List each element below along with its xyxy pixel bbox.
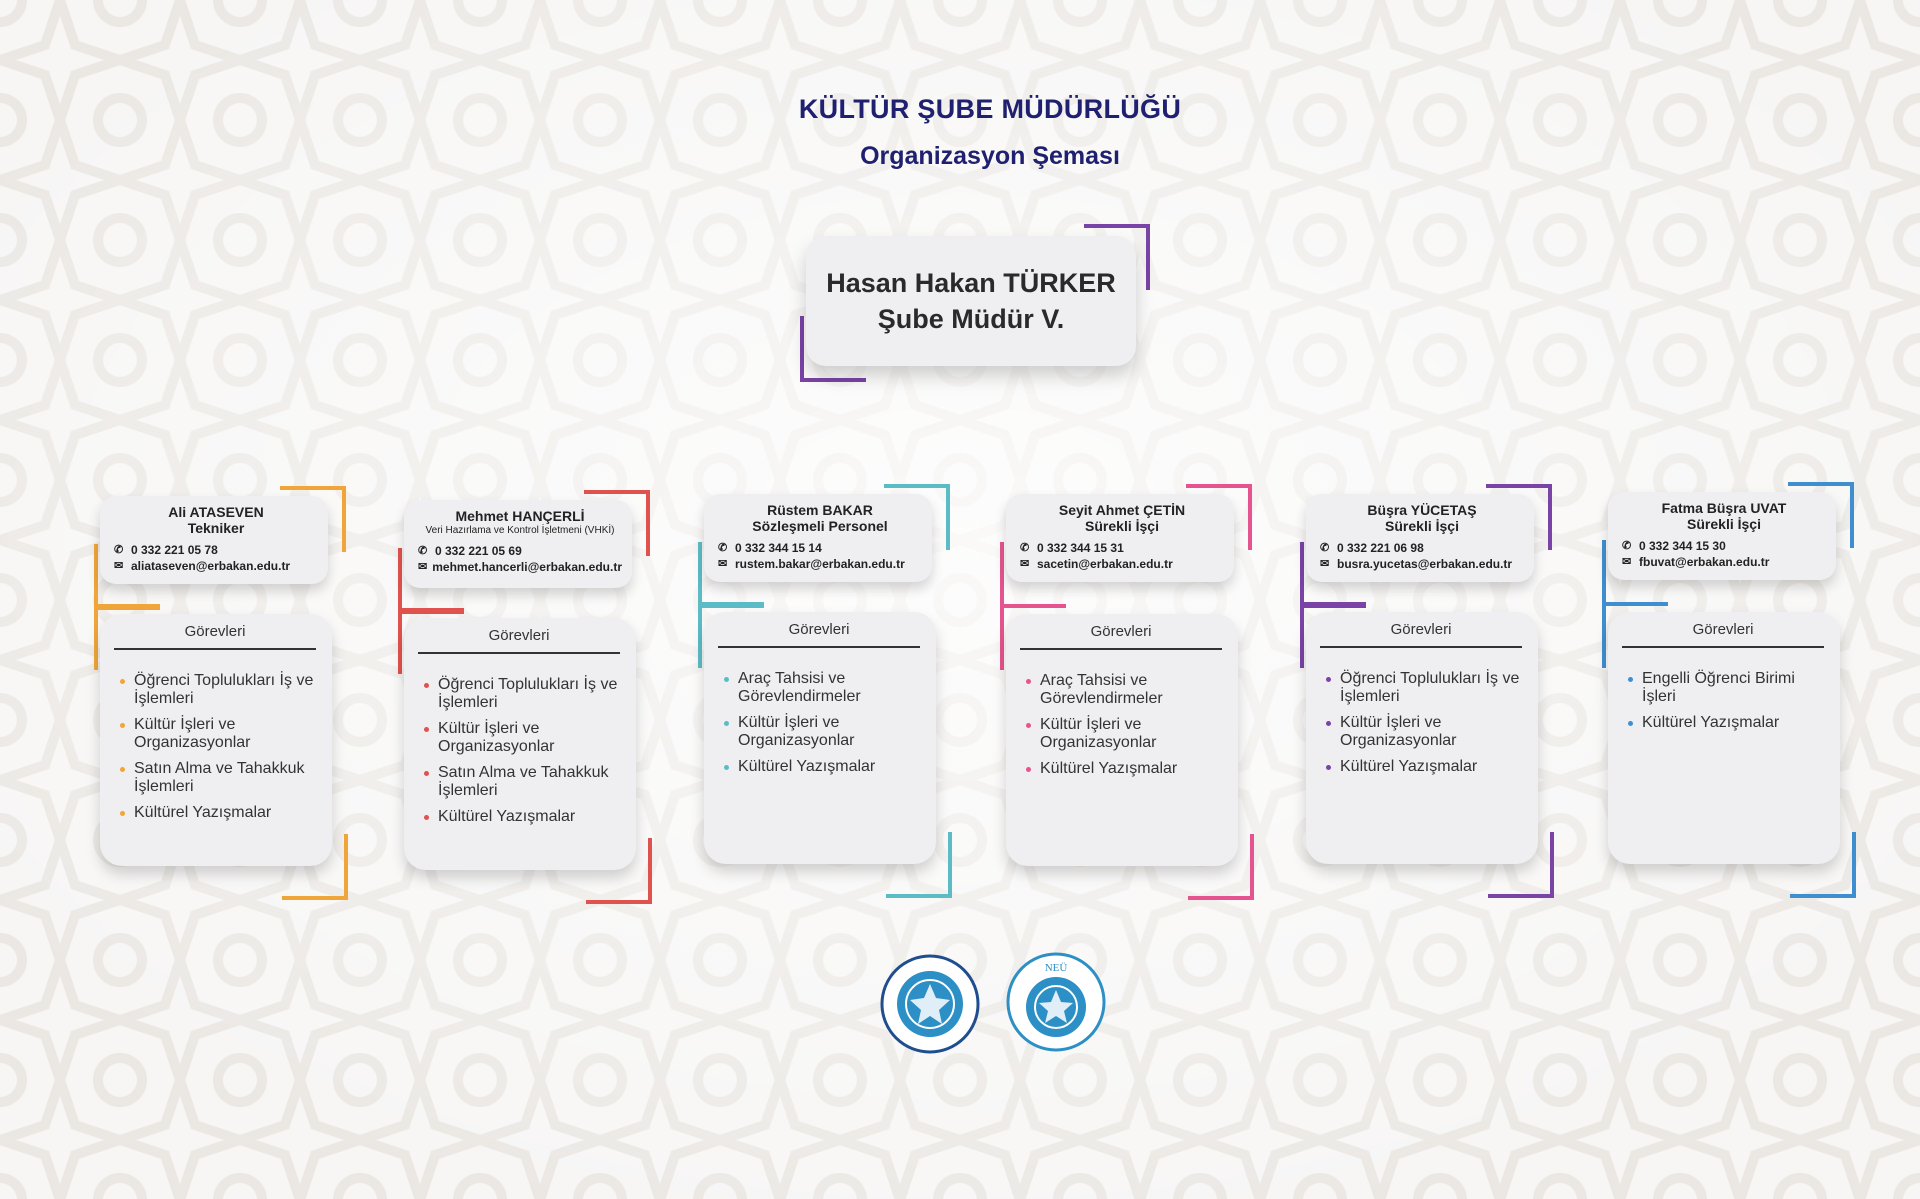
tasks-list [1622,670,1824,732]
mail-icon: ✉ [1320,558,1330,570]
tasks-divider [718,646,920,648]
task-text: Kültür İşleri ve Organizasyonlar [134,716,251,751]
task-item [424,676,620,712]
neu-logo-text: NEÜ [1044,962,1068,974]
member-phone: 0 332 344 15 30 [1639,539,1726,553]
member-phone: 0 332 344 15 31 [1037,541,1124,555]
task-text: Kültür İşleri ve Organizasyonlar [1340,714,1457,749]
member-tasks-card [1306,612,1538,864]
tasks-divider [114,648,316,650]
bullet-icon [724,721,729,726]
member-contact-card [1006,494,1234,582]
tasks-heading: Görevleri [184,623,246,640]
tasks-list [1020,672,1222,778]
phone-icon: ✆ [718,542,728,554]
member-contact-card [1608,492,1836,580]
phone-icon: ✆ [114,544,124,556]
university-seal-logo [880,954,980,1054]
bullet-icon [1326,677,1331,682]
task-text: Kültürel Yazışmalar [1340,758,1478,775]
task-item [120,672,316,708]
member-tasks-card [1608,612,1840,864]
task-text: Kültür İşleri ve Organizasyonlar [1040,716,1157,751]
phone-icon: ✆ [1020,542,1030,554]
bullet-icon [1326,765,1331,770]
task-item [1326,714,1522,750]
member-email[interactable]: mehmet.hancerli@erbakan.edu.tr [432,560,622,574]
tasks-list [418,676,620,826]
task-item [120,716,316,752]
member-name: Fatma Büşra UVAT [1661,500,1787,516]
member-phone: 0 332 221 05 69 [435,544,522,558]
task-item [424,764,620,800]
tasks-list [114,672,316,822]
member-name: Büşra YÜCETAŞ [1367,502,1477,518]
member-email[interactable]: aliataseven@erbakan.edu.tr [131,559,291,573]
phone-icon: ✆ [418,545,428,557]
task-item [724,670,920,706]
task-item [1628,714,1824,732]
tasks-heading: Görevleri [788,621,850,638]
bullet-icon [120,811,125,816]
member-email[interactable]: rustem.bakar@erbakan.edu.tr [735,557,905,571]
tasks-divider [1622,646,1824,648]
member-role: Sürekli İşçi [1085,518,1159,534]
task-text: Öğrenci Toplulukları İş ve İşlemleri [1340,670,1520,705]
task-text: Kültürel Yazışmalar [438,808,576,825]
mail-icon: ✉ [718,558,728,570]
member-name: Rüstem BAKAR [767,502,873,518]
member-tasks-card [704,612,936,864]
head-card [806,236,1136,366]
member-role: Sürekli İşçi [1385,518,1459,534]
bullet-icon [424,771,429,776]
bullet-icon [724,677,729,682]
task-text: Kültürel Yazışmalar [1642,714,1780,731]
member-contact-card [1306,494,1534,582]
bullet-icon [1026,679,1031,684]
member-name: Mehmet HANÇERLİ [455,508,585,524]
mail-icon: ✉ [418,561,428,573]
task-item [1026,760,1222,778]
member-contact-card [704,494,932,582]
member-phone: 0 332 221 05 78 [131,543,218,557]
task-item [1026,672,1222,708]
tasks-heading: Görevleri [488,627,550,644]
task-text: Öğrenci Toplulukları İş ve İşlemleri [438,676,618,711]
bullet-icon [120,723,125,728]
member-tasks-card [100,614,332,866]
bullet-icon [1326,721,1331,726]
phone-icon: ✆ [1320,542,1330,554]
task-item [424,720,620,756]
member-role: Sürekli İşçi [1687,516,1761,532]
task-item [120,804,316,822]
task-text: Engelli Öğrenci Birimi İşleri [1642,670,1795,705]
tasks-divider [418,652,620,654]
tasks-divider [1320,646,1522,648]
member-role: Sözleşmeli Personel [752,518,888,534]
member-role: Veri Hazırlama ve Kontrol İşletmeni (VHKİ) [425,525,615,536]
task-text: Kültür İşleri ve Organizasyonlar [438,720,555,755]
member-name: Seyit Ahmet ÇETİN [1058,502,1186,518]
bullet-icon [424,683,429,688]
member-contact-card [404,500,632,588]
neu-sports-culture-seal-logo [1006,952,1106,1052]
task-text: Satın Alma ve Tahakkuk İşlemleri [134,760,305,795]
page-subtitle: Organizasyon Şeması [860,142,1120,170]
tasks-heading: Görevleri [1090,623,1152,640]
head-name: Hasan Hakan TÜRKER [826,268,1116,298]
task-text: Kültürel Yazışmalar [738,758,876,775]
bullet-icon [120,679,125,684]
mail-icon: ✉ [1020,558,1030,570]
task-text: Araç Tahsisi ve Görevlendirmeler [738,670,861,705]
member-phone: 0 332 344 15 14 [735,541,822,555]
task-item [1326,670,1522,706]
task-text: Kültürel Yazışmalar [1040,760,1178,777]
task-item [724,758,920,776]
page-title: KÜLTÜR ŞUBE MÜDÜRLÜĞÜ [798,94,1182,124]
member-phone: 0 332 221 06 98 [1337,541,1424,555]
member-email[interactable]: sacetin@erbakan.edu.tr [1037,557,1173,571]
tasks-divider [1020,648,1222,650]
member-email[interactable]: busra.yucetas@erbakan.edu.tr [1337,557,1513,571]
tasks-list [718,670,920,776]
task-text: Satın Alma ve Tahakkuk İşlemleri [438,764,609,799]
bullet-icon [1026,767,1031,772]
mail-icon: ✉ [1622,556,1632,568]
tasks-heading: Görevleri [1692,621,1754,638]
task-text: Araç Tahsisi ve Görevlendirmeler [1040,672,1163,707]
task-item [424,808,620,826]
bullet-icon [120,767,125,772]
task-item [1026,716,1222,752]
phone-icon: ✆ [1622,540,1632,552]
task-item [724,714,920,750]
bullet-icon [1628,721,1633,726]
task-item [120,760,316,796]
tasks-heading: Görevleri [1390,621,1452,638]
task-text: Öğrenci Toplulukları İş ve İşlemleri [134,672,314,707]
task-item [1628,670,1824,706]
member-email[interactable]: fbuvat@erbakan.edu.tr [1639,555,1770,569]
task-text: Kültürel Yazışmalar [134,804,272,821]
member-name: Ali ATASEVEN [168,504,264,520]
tasks-list [1320,670,1522,776]
head-role: Şube Müdür V. [877,304,1065,334]
bullet-icon [724,765,729,770]
task-text: Kültür İşleri ve Organizasyonlar [738,714,855,749]
member-contact-card [100,496,328,584]
bullet-icon [424,727,429,732]
mail-icon: ✉ [114,560,124,572]
bullet-icon [1628,677,1633,682]
member-role: Tekniker [187,520,245,536]
bullet-icon [1026,723,1031,728]
bullet-icon [424,815,429,820]
task-item [1326,758,1522,776]
member-tasks-card [404,618,636,870]
member-tasks-card [1006,614,1238,866]
